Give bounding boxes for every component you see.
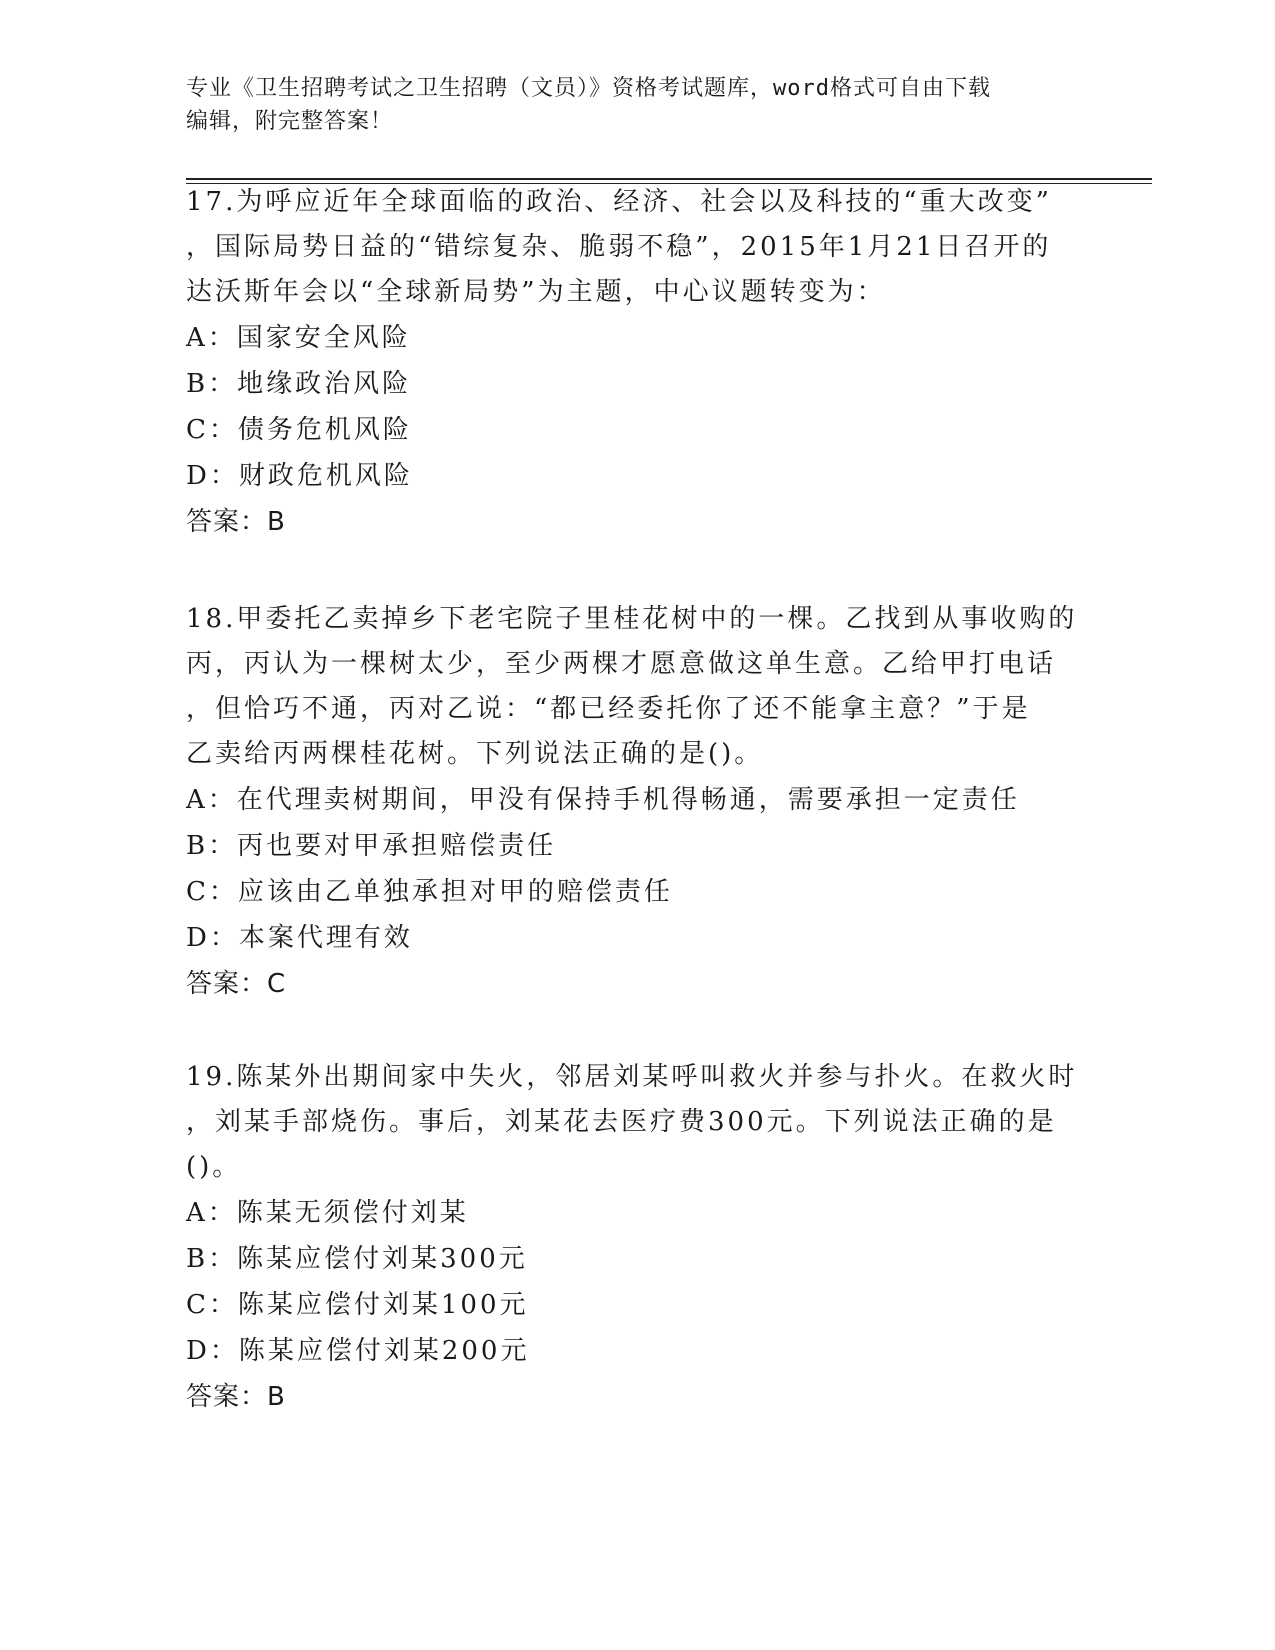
answer-label: 答案：B <box>186 1382 286 1412</box>
header-line-2: 编辑，附完整答案！ <box>186 109 394 134</box>
question-text-line: ，但恰巧不通，丙对乙说：“都已经委托你了还不能拿主意？”于是 <box>186 694 1031 724</box>
option-b: B：地缘政治风险 <box>186 369 412 399</box>
answer-label: 答案：C <box>186 969 287 999</box>
option-b: B：陈某应偿付刘某300元 <box>186 1244 528 1274</box>
question-text-line: 18.甲委托乙卖掉乡下老宅院子里桂花树中的一棵。乙找到从事收购的 <box>186 604 1078 634</box>
question-text-line: ，国际局势日益的“错综复杂、脆弱不稳”，2015年1月21日召开的 <box>186 232 1052 262</box>
header-line-1: 专业《卫生招聘考试之卫生招聘（文员）》资格考试题库，word格式可自由下载 <box>186 76 991 101</box>
question-text-line: 达沃斯年会以“全球新局势”为主题，中心议题转变为： <box>186 277 886 307</box>
option-d: D：本案代理有效 <box>186 923 413 953</box>
question-text-line: 丙，丙认为一棵树太少，至少两棵才愿意做这单生意。乙给甲打电话 <box>186 649 1057 679</box>
question-text-line: 乙卖给丙两棵桂花树。下列说法正确的是()。 <box>186 739 764 769</box>
question-18 <box>186 597 1086 1007</box>
question-17 <box>186 180 1086 545</box>
option-c: C：陈某应偿付刘某100元 <box>186 1290 529 1320</box>
option-a: A：国家安全风险 <box>186 323 411 353</box>
question-text-line: 19.陈某外出期间家中失火，邻居刘某呼叫救火并参与扑火。在救火时 <box>186 1062 1078 1092</box>
document-header <box>186 72 1086 138</box>
option-a: A：在代理卖树期间，甲没有保持手机得畅通，需要承担一定责任 <box>186 785 1020 815</box>
option-a: A：陈某无须偿付刘某 <box>186 1198 469 1228</box>
option-c: C：应该由乙单独承担对甲的赔偿责任 <box>186 877 673 907</box>
option-c: C：债务危机风险 <box>186 415 412 445</box>
question-text-line: ，刘某手部烧伤。事后，刘某花去医疗费300元。下列说法正确的是 <box>186 1107 1057 1137</box>
question-text-line: ()。 <box>186 1152 242 1182</box>
question-text-line: 17.为呼应近年全球面临的政治、经济、社会以及科技的“重大改变” <box>186 187 1052 217</box>
question-19 <box>186 1055 1086 1420</box>
option-d: D：财政危机风险 <box>186 461 413 491</box>
option-b: B：丙也要对甲承担赔偿责任 <box>186 831 557 861</box>
option-d: D：陈某应偿付刘某200元 <box>186 1336 530 1366</box>
answer-label: 答案：B <box>186 507 286 537</box>
